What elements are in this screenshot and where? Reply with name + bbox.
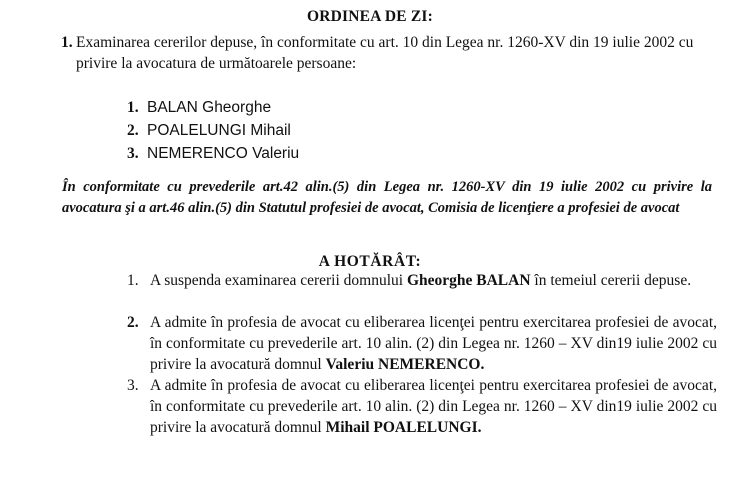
decision-name: Mihail POALELUNGI. bbox=[325, 419, 482, 436]
decision-name: Gheorghe BALAN bbox=[406, 272, 531, 289]
persons-list bbox=[127, 97, 299, 166]
decision-text-end: în temeiul cererii depuse. bbox=[530, 272, 692, 289]
list-item bbox=[127, 120, 299, 143]
decision-number: 3. bbox=[127, 377, 139, 394]
list-item bbox=[127, 143, 299, 166]
legal-basis-paragraph: În conformitate cu prevederile art.42 alin.(5) din Legea nr. 1260-XV din 19 iulie 2002 cu privire la avocatura şi a art.46 alin.(5) din Statutul profesiei de avocat, Comisia de licenţiere a profesiei de avocat bbox=[62, 179, 712, 216]
person-name: POALELUNGI Mihail bbox=[147, 122, 291, 139]
decision-item bbox=[127, 270, 717, 312]
decision-number: 1. bbox=[127, 272, 139, 289]
decision-name: Valeriu NEMERENCO. bbox=[325, 356, 485, 373]
list-item-number: 2. bbox=[127, 122, 139, 139]
agenda-item-text: Examinarea cererilor depuse, în conformitate cu art. 10 din Legea nr. 1260-XV din 19 iulie 2002 cu privire la avocatura de următoarele persoane: bbox=[76, 34, 694, 72]
list-item-number: 1. bbox=[127, 99, 139, 116]
decision-text: A admite în profesia de avocat cu eliberarea licenţei pentru exercitarea profesiei de avocat, în conformitate cu prevederile art. 10 alin. (2) din Legea nr. 1260 – XV din19 iulie 2002 cu privire la avocatură domnul bbox=[150, 377, 717, 436]
decision-text: A suspenda examinarea cererii domnului bbox=[150, 272, 407, 289]
decision-item bbox=[127, 375, 717, 438]
agenda-item-1 bbox=[61, 32, 716, 74]
decision-item bbox=[127, 312, 717, 375]
agenda-title: ORDINEA DE ZI: bbox=[307, 8, 433, 25]
person-name: BALAN Gheorghe bbox=[147, 99, 272, 116]
person-name: NEMERENCO Valeriu bbox=[147, 145, 300, 162]
decision-number: 2. bbox=[127, 314, 139, 331]
list-item bbox=[127, 97, 299, 120]
decision-text: A admite în profesia de avocat cu eliberarea licenţei pentru exercitarea profesiei de avocat, în conformitate cu prevederile art. 10 alin. (2) din Legea nr. 1260 – XV din19 iulie 2002 cu privire la avocatură domnul bbox=[150, 314, 717, 373]
decision-title: A HOTĂRÂT: bbox=[318, 253, 422, 270]
decisions-list bbox=[127, 270, 717, 438]
agenda-item-number: 1. bbox=[61, 34, 73, 51]
list-item-number: 3. bbox=[127, 145, 139, 162]
